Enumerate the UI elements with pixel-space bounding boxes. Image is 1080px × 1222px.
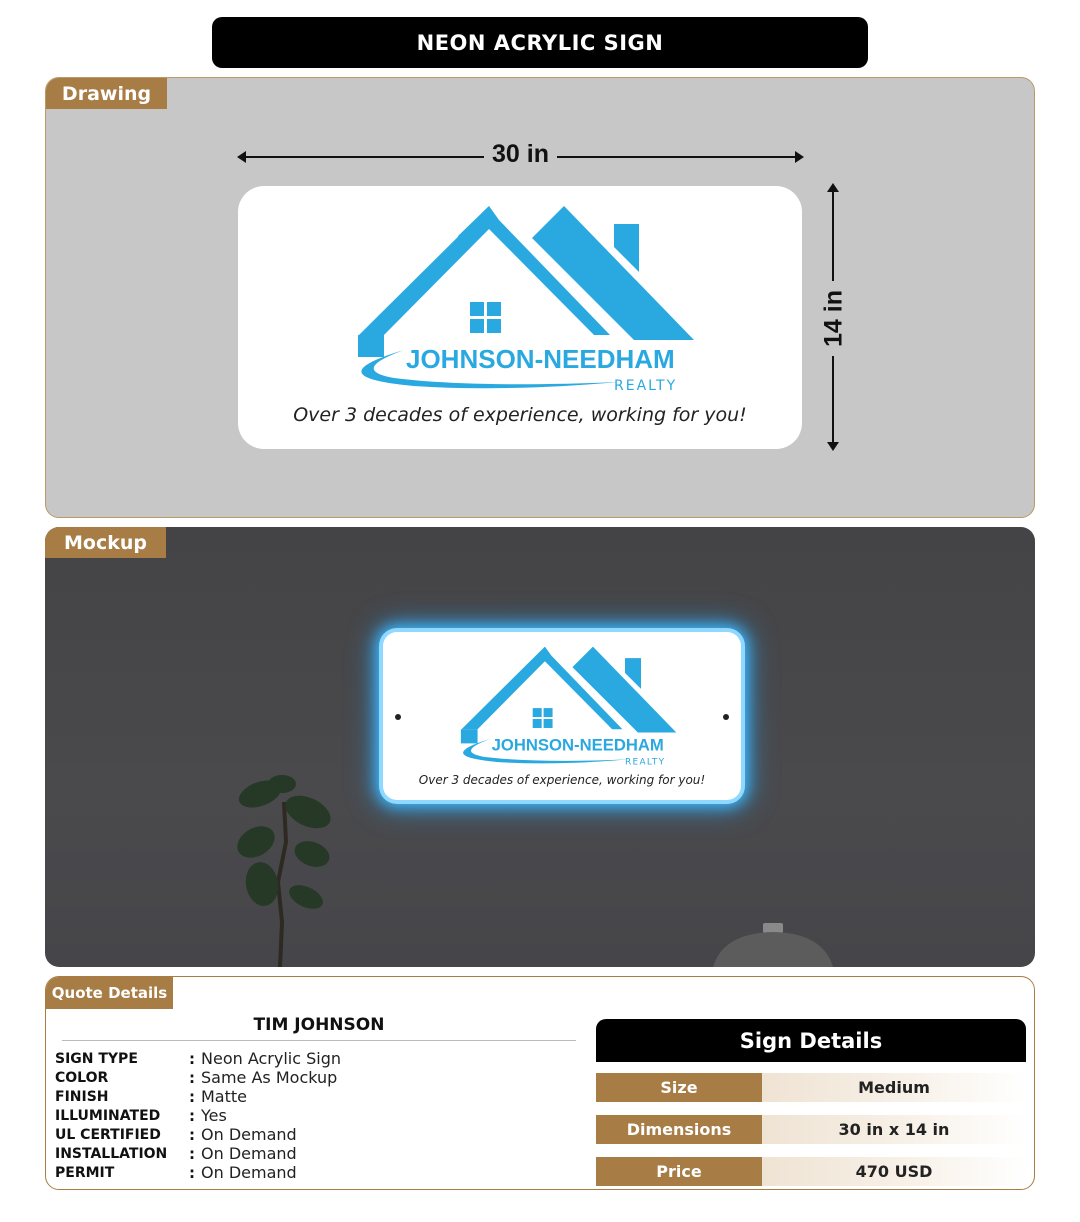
mockup-tab: Mockup — [45, 527, 166, 558]
arrow-right-icon — [795, 151, 804, 163]
height-dimension — [816, 186, 852, 448]
quote-tab: Quote Details — [46, 977, 173, 1009]
mount-hole-left — [395, 714, 401, 720]
spec-key: COLOR — [55, 1069, 109, 1086]
spec-row: COLOR : Same As Mockup — [55, 1068, 338, 1087]
spec-value: On Demand — [201, 1163, 297, 1182]
quote-panel — [45, 976, 1035, 1190]
realty-logo-mockup — [445, 644, 680, 769]
width-label: 30 in — [492, 140, 549, 168]
page-title: NEON ACRYLIC SIGN — [212, 17, 868, 68]
arrow-up-icon — [827, 183, 839, 192]
spec-key: SIGN TYPE — [55, 1050, 138, 1067]
logo-sub-mockup: REALTY — [625, 757, 666, 768]
detail-value: 30 in x 14 in — [762, 1115, 1026, 1144]
spec-value: On Demand — [201, 1144, 297, 1163]
realty-logo — [334, 202, 699, 397]
detail-value: 470 USD — [762, 1157, 1026, 1186]
logo-company-mockup: JOHNSON-NEEDHAM — [491, 735, 664, 755]
spec-row: UL CERTIFIED : On Demand — [55, 1125, 297, 1144]
logo-company: JOHNSON-NEEDHAM — [406, 344, 675, 374]
spec-value: Neon Acrylic Sign — [201, 1049, 342, 1068]
detail-key: Size — [596, 1073, 762, 1102]
sign-details-title: Sign Details — [596, 1019, 1026, 1062]
sign-details — [596, 1019, 1026, 1181]
plant-decoration — [220, 772, 340, 967]
spec-value: Matte — [201, 1087, 247, 1106]
spec-value: On Demand — [201, 1125, 297, 1144]
spec-row: SIGN TYPE : Neon Acrylic Sign — [55, 1049, 342, 1068]
spec-key: ILLUMINATED — [55, 1107, 161, 1124]
spec-value: Same As Mockup — [201, 1068, 338, 1087]
divider — [62, 1040, 576, 1041]
width-dimension — [239, 138, 802, 174]
spec-key: PERMIT — [55, 1164, 115, 1181]
spec-key: FINISH — [55, 1088, 109, 1105]
spec-row: FINISH : Matte — [55, 1087, 247, 1106]
sign-mockup — [383, 632, 741, 800]
spec-row: ILLUMINATED : Yes — [55, 1106, 227, 1125]
vase-decoration — [713, 923, 833, 967]
arrow-left-icon — [237, 151, 246, 163]
tagline-mockup: Over 3 decades of experience, working for you! — [418, 773, 706, 787]
detail-row-dimensions — [596, 1115, 1026, 1144]
drawing-tab: Drawing — [46, 78, 167, 109]
detail-row-price — [596, 1157, 1026, 1186]
spec-row: PERMIT : On Demand — [55, 1163, 297, 1182]
drawing-panel — [45, 77, 1035, 518]
detail-row-size — [596, 1073, 1026, 1102]
mockup-panel — [45, 527, 1035, 967]
client-name: TIM JOHNSON — [253, 1015, 385, 1035]
sign-drawing — [238, 186, 802, 449]
spec-key: INSTALLATION — [55, 1145, 168, 1162]
mount-hole-right — [723, 714, 729, 720]
spec-value: Yes — [201, 1106, 227, 1125]
detail-key: Dimensions — [596, 1115, 762, 1144]
tagline: Over 3 decades of experience, working for you! — [293, 404, 747, 426]
spec-list — [55, 1049, 575, 1182]
logo-sub: REALTY — [614, 378, 678, 394]
detail-key: Price — [596, 1157, 762, 1186]
height-label: 14 in — [819, 290, 848, 347]
arrow-down-icon — [827, 442, 839, 451]
detail-value: Medium — [762, 1073, 1026, 1102]
spec-key: UL CERTIFIED — [55, 1126, 161, 1143]
spec-row: INSTALLATION : On Demand — [55, 1144, 297, 1163]
